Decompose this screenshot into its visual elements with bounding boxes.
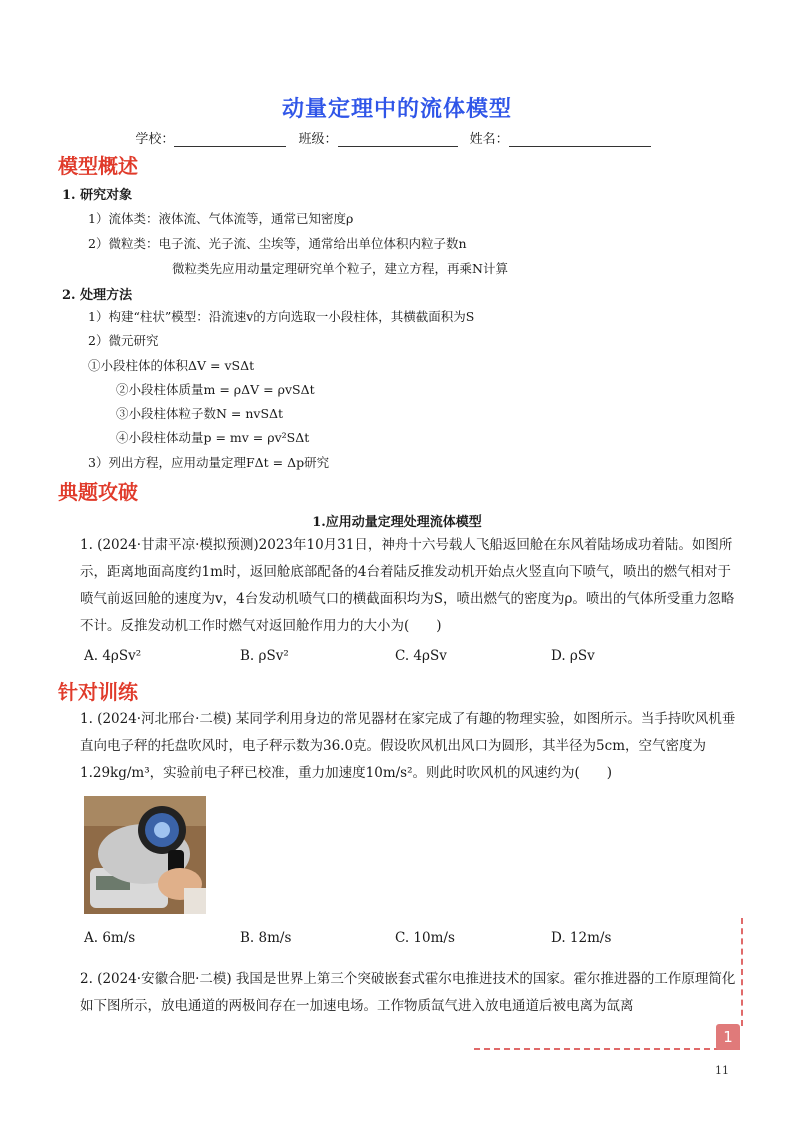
section-overview: 模型概述 — [58, 154, 138, 178]
section-examples: 典题攻破 — [58, 480, 138, 504]
page-number: 11 — [715, 1064, 729, 1077]
example-option-b[interactable]: B. ρSv² — [240, 648, 289, 664]
method-line-3: ①小段柱体的体积ΔV = vSΔt — [88, 358, 255, 373]
training-question-2: 2. (2024·安徽合肥·二模) 我国是世界上第三个突破嵌套式霍尔电推进技术的国家。霍尔推进器的工作原理简化如下图所示，放电通道的两极间存在一加速电场。工作物质氙气进入放电通道后被电离为氙离 — [80, 971, 736, 1014]
method-line-6: ④小段柱体动量p = mv = ρv²SΔt — [116, 430, 310, 445]
page-title: 动量定理中的流体模型 — [281, 97, 512, 122]
overview-heading-1: 1. 研究对象 — [62, 188, 133, 203]
method-line-1: 1）构建“柱状”模型：沿流速v的方向选取一小段柱体，其横截面积为S — [88, 309, 475, 324]
decorative-dashed-vertical — [741, 918, 743, 1026]
class-blank[interactable] — [338, 132, 458, 147]
overview-line-3: 微粒类先应用动量定理研究单个粒子，建立方程，再乘N计算 — [172, 261, 508, 276]
example-option-a[interactable]: A. 4ρSv² — [84, 648, 142, 664]
method-line-5: ③小段柱体粒子数N = nvSΔt — [116, 406, 284, 421]
overview-line-2: 2）微粒类：电子流、光子流、尘埃等，通常给出单位体积内粒子数n — [88, 236, 467, 251]
name-blank[interactable] — [509, 132, 651, 147]
method-line-2: 2）微元研究 — [88, 333, 159, 348]
training-option-a[interactable]: A. 6m/s — [84, 930, 136, 946]
student-info-line — [0, 128, 794, 147]
name-label: 姓名： — [469, 132, 509, 147]
example-heading: 1.应用动量定理处理流体模型 — [312, 515, 482, 530]
hair-dryer-scale-illustration — [84, 796, 206, 914]
overview-heading-2: 2. 处理方法 — [62, 288, 133, 303]
method-line-4: ②小段柱体质量m = ρΔV = ρvSΔt — [116, 382, 315, 397]
class-label: 班级： — [298, 132, 338, 147]
training-option-c[interactable]: C. 10m/s — [395, 930, 455, 946]
example-question-1: 1. (2024·甘肃平凉·模拟预测)2023年10月31日，神舟十六号载人飞船返回舱在东风着陆场成功着陆。如图所示，距离地面高度约1m时，返回舱底部配备的4台着陆反推发动机开始点火竖直向下喷气，喷出的燃气相对于喷气前返回舱的速度为v，4台发动机喷气口的横截面积均为S，喷出燃气的密度为ρ。喷出的气体所受重力忽略不计。反推发动机工作时燃气对返回舱作用力的大小为( ) — [80, 537, 735, 634]
example-option-c[interactable]: C. 4ρSv — [395, 648, 447, 664]
decorative-dashed-horizontal — [474, 1048, 720, 1050]
example-option-d[interactable]: D. ρSv — [551, 648, 595, 664]
method-line-7: 3）列出方程，应用动量定理FΔt = Δp研究 — [88, 455, 330, 470]
hair-dryer-scale-photo — [84, 796, 206, 914]
training-question-1: 1. (2024·河北邢台·二模) 某同学利用身边的常见器材在家完成了有趣的物理实验，如图所示。当手持吹风机垂直向电子秤的托盘吹风时，电子秤示数为36.0克。假设吹风机出风口为圆形，其半径为5cm，空气密度为1.29kg/m³，实验前电子秤已校准，重力加速度10m/s²。则此时吹风机的风速约为( ) — [80, 711, 736, 781]
training-option-b[interactable]: B. 8m/s — [240, 930, 292, 946]
school-label: 学校： — [135, 132, 175, 147]
school-blank[interactable] — [174, 132, 286, 147]
page-tab-badge: 1 — [716, 1024, 740, 1050]
section-training: 针对训练 — [58, 680, 138, 704]
training-option-d[interactable]: D. 12m/s — [551, 930, 612, 946]
overview-line-1: 1）流体类：液体流、气体流等，通常已知密度ρ — [88, 211, 354, 226]
